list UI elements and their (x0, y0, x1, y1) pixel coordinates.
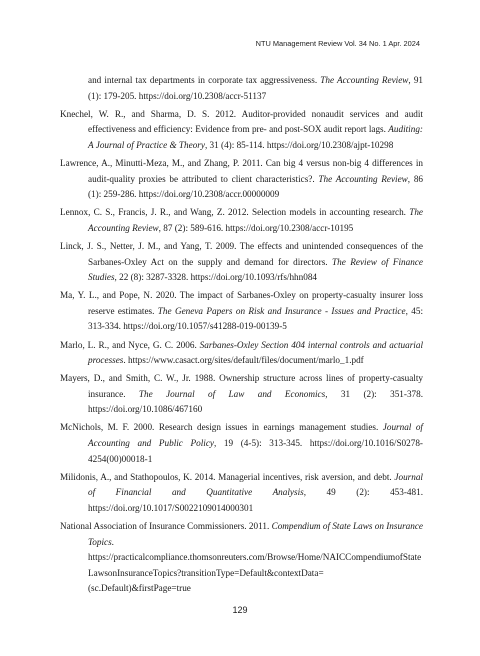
reference-source: The Accounting Review (320, 75, 409, 85)
reference-source: The Accounting Review (318, 173, 408, 184)
page-number: 129 (232, 605, 248, 615)
reference-entry: Marlo, L. R., and Nyce, G. C. 2006. Sarbanes-Oxley Section 404 internal controls and actuarial processes. https://www.casact.org/sites/default/files/document/marlo_1.pdf (60, 339, 423, 366)
reference-source: Compendium of State Laws on Insurance Topics (88, 521, 423, 547)
reference-entry: Lawrence, A., Minutti-Meza, M., and Zhang, P. 2011. Can big 4 versus non-big 4 differences in audit-quality proxies be attributed to client characteristics?. The Accounting Review, 86 (1): 259-286. https://doi.org/10.2308/accr.00000009 (60, 157, 423, 200)
running-header (256, 39, 420, 48)
reference-source: The Accounting Review (88, 207, 423, 233)
reference-source: Sarbanes-Oxley Section 404 internal controls and actuarial processes (88, 339, 423, 366)
reference-list (60, 73, 423, 600)
reference-entry: Milidonis, A., and Stathopoulos, K. 2014. Managerial incentives, risk aversion, and debt. Journal of Financial and Quantitative Analysis, 49 (2): 453-481. https://doi.org/10.1017/S0022109014000301 (60, 471, 424, 513)
reference-entry: National Association of Insurance Commissioners. 2011. Compendium of State Laws on Insurance Topics. https://practicalcompliance.thomsonreuters.com/Browse/Home/NAICCompendiumofStateLawsonInsuranceTopics?transitionType=Default&contextData=(sc.Default)&firstPage=true (60, 521, 423, 594)
reference-source: Auditing: A Journal of Practice & Theory (88, 124, 423, 150)
reference-source: Journal of Accounting and Public Policy (88, 422, 423, 449)
reference-entry: and internal tax departments in corporate tax aggressiveness. The Accounting Review, 91 (1): 179-205. https://doi.org/10.2308/accr-51137 (88, 75, 424, 101)
reference-entry: Mayers, D., and Smith, C. W., Jr. 1988. Ownership structure across lines of property-casualty insurance. The Journal of Law and Economics, 31 (2): 351-378. https://doi.org/10.1086/467160 (60, 373, 424, 415)
journal-name: NTU Management Review (255, 39, 343, 48)
reference-entry: Ma, Y. L., and Pope, N. 2020. The impact of Sarbanes-Oxley on property-casualty insurer loss reserve estimates. The Geneva Papers on Risk and Insurance - Issues and Practice, 45: 313-334. https://doi.org/10.1057/s41288-019-00139-5 (60, 290, 423, 332)
reference-entry: Lennox, C. S., Francis, J. R., and Wang, Z. 2012. Selection models in accounting research. The Accounting Review, 87 (2): 589-616. https://doi.org/10.2308/accr-10195 (60, 207, 423, 233)
reference-source: The Geneva Papers on Risk and Insurance - Issues and Practice (157, 305, 406, 316)
reference-source: The Review of Finance Studies (88, 256, 423, 283)
reference-source: Journal of Financial and Quantitative Analysis (88, 471, 423, 498)
reference-entry: McNichols, M. F. 2000. Research design issues in earnings management studies. Journal of Accounting and Public Policy, 19 (4-5): 313-345. https://doi.org/10.1016/S0278-4254(00)00018-1 (60, 422, 423, 464)
issue-info: Vol. 34 No. 1 Apr. 2024 (342, 39, 420, 48)
reference-entry: Knechel, W. R., and Sharma, D. S. 2012. Auditor-provided nonaudit services and audit effectiveness and efficiency: Evidence from pre- and post-SOX audit report lags. Auditing: A Journal of Practice & Theory, 31 (4): 85-114. https://doi.org/10.2308/ajpt-10298 (60, 108, 423, 150)
reference-entry: Linck, J. S., Netter, J. M., and Yang, T. 2009. The effects and unintended consequences of the Sarbanes-Oxley Act on the supply and demand for directors. The Review of Finance Studies, 22 (8): 3287-3328. https://doi.org/10.1093/rfs/hhn084 (60, 240, 423, 283)
reference-source: The Journal of Law and Economics (138, 388, 326, 399)
